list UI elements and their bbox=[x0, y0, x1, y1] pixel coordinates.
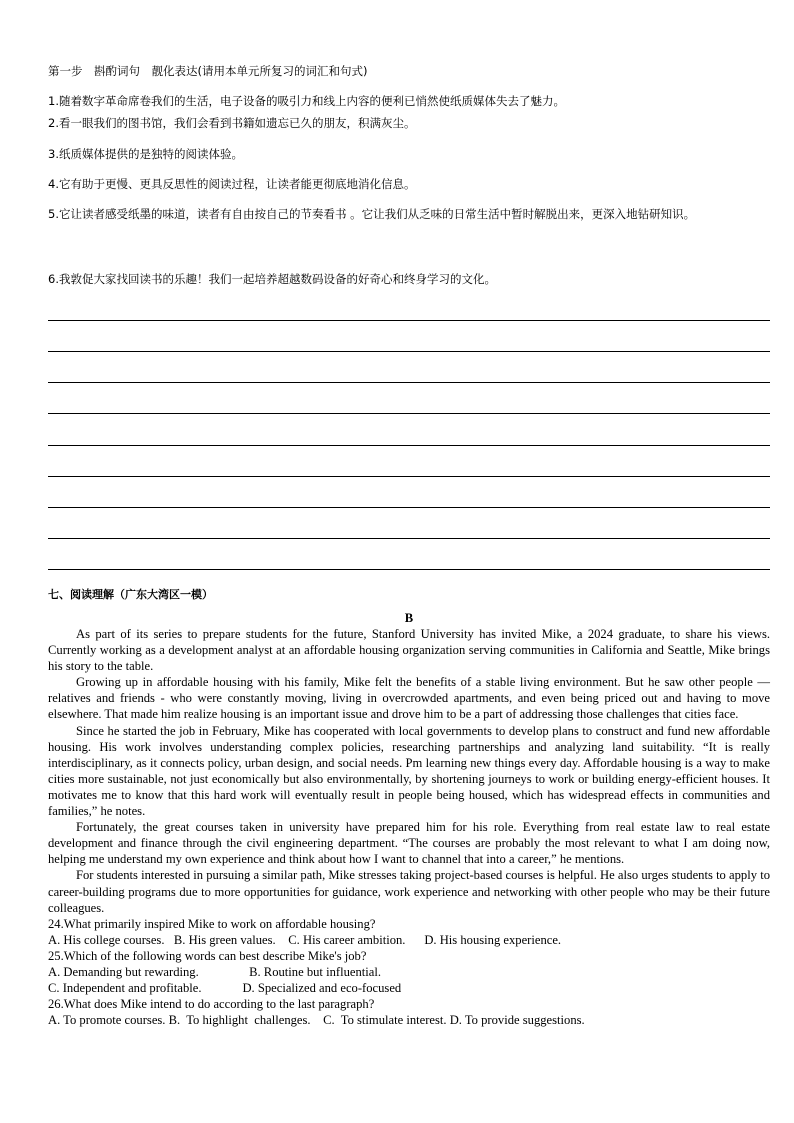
reading-passage bbox=[48, 610, 770, 1028]
writing-line bbox=[48, 445, 770, 446]
question-24-options: A. His college courses. B. His green values. C. His career ambition. D. His housing experience. bbox=[48, 932, 562, 947]
writing-line bbox=[48, 413, 770, 414]
writing-line bbox=[48, 538, 770, 539]
sentence-2: 2.看一眼我们的图书馆，我们会看到书籍如遗忘已久的朋友，积满灰尘。 bbox=[48, 116, 416, 130]
writing-line bbox=[48, 382, 770, 383]
paragraph-1: As part of its series to prepare students for the future, Stanford University has invited Mike, a 2024 graduate, to share his views. Currently working as a development analyst at an affordable housing organization serving communities in California and Seattle, Mike brings his story to the table. bbox=[48, 627, 770, 674]
step-title: 第一步 斟酌词句 靓化表达(请用本单元所复习的词汇和句式) bbox=[48, 64, 368, 78]
question-25-options-row-1: A. Demanding but rewarding. B. Routine but influential. bbox=[48, 964, 381, 979]
sentence-6: 6.我敦促大家找回读书的乐趣！我们一起培养超越数码设备的好奇心和终身学习的文化。 bbox=[48, 272, 496, 286]
writing-line bbox=[48, 476, 770, 477]
paragraph-5: For students interested in pursuing a similar path, Mike stresses taking project-based courses is helpful. He also urges students to apply to career-building programs due to more opportunities for guidance, work experience and networking with other people who may be their future colleagues. bbox=[48, 868, 770, 915]
question-26-options: A. To promote courses. B. To highlight challenges. C. To stimulate interest. D. To provide suggestions. bbox=[48, 1013, 585, 1028]
writing-line bbox=[48, 507, 770, 508]
paragraph-4: Fortunately, the great courses taken in university have prepared him for his role. Everything from real estate law to real estate development and finance through the civil engineering department. “The courses are probably the most relevant to what I am doing now, helping me understand my own experience and think about how I want to channel that into a career,” he mentions. bbox=[48, 820, 770, 867]
question-24: 24.What primarily inspired Mike to work on affordable housing? bbox=[48, 916, 376, 931]
sentence-4: 4.它有助于更慢、更具反思性的阅读过程，让读者能更彻底地消化信息。 bbox=[48, 177, 416, 191]
sentence-1: 1.随着数字革命席卷我们的生活，电子设备的吸引力和线上内容的便利已悄然使纸质媒体失去了魅力。 bbox=[48, 94, 565, 108]
writing-line bbox=[48, 351, 770, 352]
section-title: 七、阅读理解（广东大湾区一模） bbox=[48, 588, 213, 601]
sentence-5: 5.它让读者感受纸墨的味道，读者有自由按自己的节奏看书 。它让我们从乏味的日常生活中暂时解脱出来，更深入地钻研知识。 bbox=[48, 207, 696, 221]
paragraph-3: Since he started the job in February, Mike has cooperated with local governments to develop plans to construct and fund new affordable housing. His work involves understanding complex policies, researching partnerships and analyzing land suitability. “It is really interdisciplinary, as it connects policy, urban design, and social needs. Pm learning new things every day. Affordable housing is a way to make cities more sustainable, not just economically but also environmentally, by shortening journeys to work or building energy-efficient houses. It motivates me to know that this hard work will eventually result in people being housed, which has widespread effects in communities and families,” he notes. bbox=[48, 723, 770, 819]
sentence-3: 3.纸质媒体提供的是独特的阅读体验。 bbox=[48, 147, 243, 161]
passage-letter: B bbox=[404, 611, 414, 625]
writing-line bbox=[48, 569, 770, 570]
writing-line bbox=[48, 320, 770, 321]
question-25-options-row-2: C. Independent and profitable. D. Specialized and eco-focused bbox=[48, 981, 402, 996]
question-26: 26.What does Mike intend to do according to the last paragraph? bbox=[48, 997, 375, 1012]
question-25: 25.Which of the following words can best describe Mike's job? bbox=[48, 948, 367, 963]
paragraph-2: Growing up in affordable housing with his family, Mike felt the benefits of a stable living environment. But he saw other people — relatives and friends - who were constantly moving, living in overcrowded apartments, and even being priced out and having to move elsewhere. That made him realize housing is an important issue and drove him to be a part of addressing those challenges that cities face. bbox=[48, 675, 770, 722]
